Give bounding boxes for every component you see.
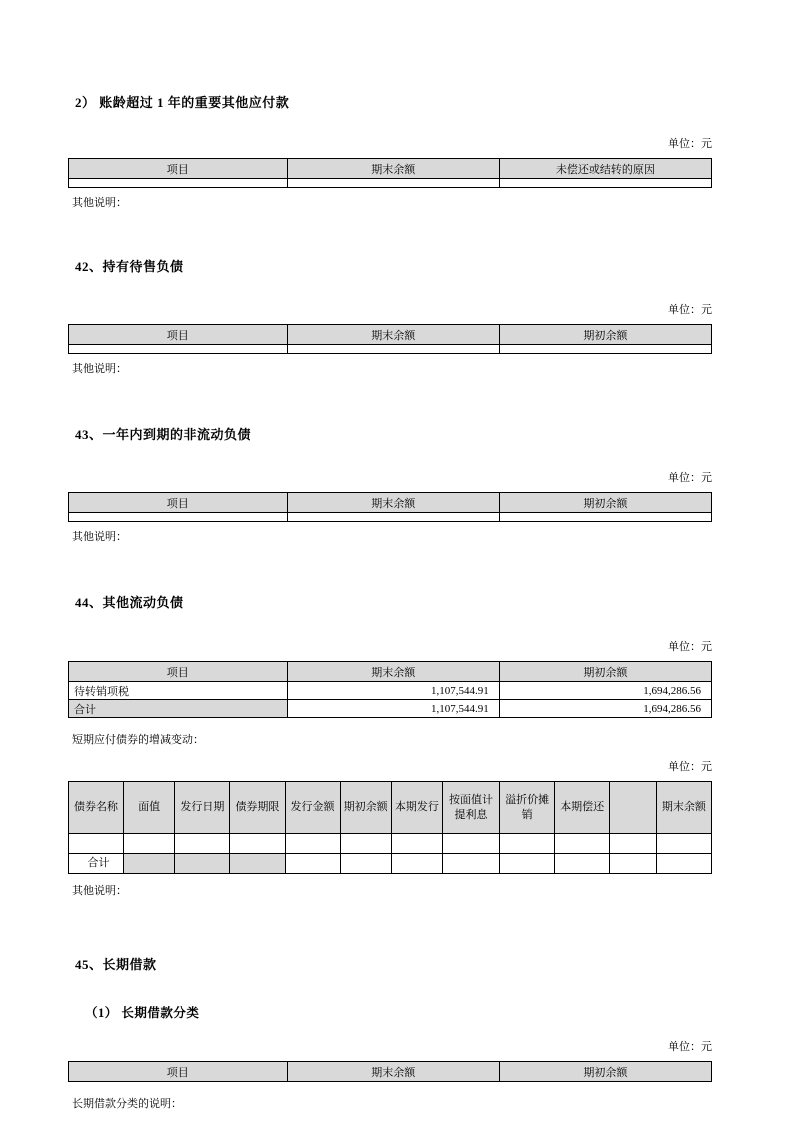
col-header-ending-balance: 期末余额 <box>287 325 499 345</box>
col-header-current-issue: 本期发行 <box>391 782 442 834</box>
empty-cell <box>391 854 442 874</box>
long-term-borrowings-table <box>68 1061 712 1082</box>
empty-cell <box>340 834 391 854</box>
other-note-label: 其他说明： <box>72 531 127 543</box>
empty-cell <box>287 345 499 354</box>
empty-cell <box>285 854 340 874</box>
col-header-beginning-balance: 期初余额 <box>499 1062 711 1082</box>
table-row <box>69 682 712 700</box>
table-row-total <box>69 854 712 874</box>
table-row-empty <box>69 834 712 854</box>
empty-cell <box>610 834 657 854</box>
unit-label: 单位：元 <box>668 138 712 150</box>
col-header-bond-name: 债券名称 <box>69 782 124 834</box>
col-header-beginning-balance: 期初余额 <box>499 493 711 513</box>
empty-cell <box>175 834 230 854</box>
other-current-liabilities-title: 44、其他流动负债 <box>75 595 184 610</box>
col-header-ending-balance: 期末余额 <box>287 1062 499 1082</box>
long-term-borrowings-title: 45、长期借款 <box>75 957 157 972</box>
col-header-beginning-balance: 期初余额 <box>499 325 711 345</box>
short-term-bond-table <box>68 781 712 874</box>
col-header-current-repayment: 本期偿还 <box>555 782 610 834</box>
empty-cell <box>69 179 288 188</box>
other-current-liabilities-table <box>68 661 712 718</box>
col-header-item: 项目 <box>69 662 288 682</box>
unit-label: 单位：元 <box>668 304 712 316</box>
empty-cell <box>124 834 175 854</box>
empty-cell <box>287 179 499 188</box>
empty-cell <box>442 854 499 874</box>
empty-cell <box>656 854 711 874</box>
empty-cell <box>230 834 285 854</box>
col-header-item: 项目 <box>69 159 288 179</box>
empty-cell <box>656 834 711 854</box>
col-header-interest-at-face: 按面值计提利息 <box>442 782 499 834</box>
row-beginning-balance: 1,694,286.56 <box>499 682 711 700</box>
empty-cell <box>285 834 340 854</box>
other-note-label: 其他说明： <box>72 197 127 209</box>
row-ending-balance: 1,107,544.91 <box>287 682 499 700</box>
empty-cell <box>555 854 610 874</box>
unit-label: 单位：元 <box>668 1041 712 1053</box>
col-header-unpaid-reason: 未偿还或结转的原因 <box>499 159 711 179</box>
bond-movement-caption: 短期应付债券的增减变动： <box>72 734 204 746</box>
col-header-issue-amount: 发行金额 <box>285 782 340 834</box>
empty-cell <box>499 513 711 522</box>
col-header-item: 项目 <box>69 493 288 513</box>
empty-cell <box>442 834 499 854</box>
col-header-premium-amortization: 溢折价摊销 <box>500 782 555 834</box>
col-header-beginning-balance: 期初余额 <box>340 782 391 834</box>
col-header-beginning-balance: 期初余额 <box>499 662 711 682</box>
other-note-label: 其他说明： <box>72 885 127 897</box>
held-for-sale-liabilities-title: 42、持有待售负债 <box>75 259 184 274</box>
col-header-ending-balance: 期末余额 <box>287 493 499 513</box>
col-header-ending-balance: 期末余额 <box>287 159 499 179</box>
total-ending-balance: 1,107,544.91 <box>287 700 499 718</box>
unit-label: 单位：元 <box>668 641 712 653</box>
table-row-total <box>69 700 712 718</box>
empty-cell <box>500 834 555 854</box>
empty-cell <box>555 834 610 854</box>
col-header-item: 项目 <box>69 1062 288 1082</box>
classification-note-label: 长期借款分类的说明： <box>72 1098 182 1110</box>
na-cell <box>124 854 175 874</box>
total-beginning-balance: 1,694,286.56 <box>499 700 711 718</box>
due-within-one-year-table <box>68 492 712 522</box>
empty-cell <box>500 854 555 874</box>
empty-cell <box>287 513 499 522</box>
empty-cell <box>69 834 124 854</box>
col-header-face-value: 面值 <box>124 782 175 834</box>
total-label: 合计 <box>69 700 288 718</box>
aged-other-payables-table <box>68 158 712 188</box>
empty-cell <box>391 834 442 854</box>
col-header-issue-date: 发行日期 <box>175 782 230 834</box>
empty-cell <box>340 854 391 874</box>
col-header-bond-term: 债券期限 <box>230 782 285 834</box>
total-label: 合计 <box>69 854 124 874</box>
due-within-one-year-title: 43、一年内到期的非流动负债 <box>75 427 252 442</box>
empty-cell <box>499 345 711 354</box>
na-cell <box>230 854 285 874</box>
row-item-name: 待转销项税 <box>69 682 288 700</box>
unit-label: 单位：元 <box>668 472 712 484</box>
empty-cell <box>610 854 657 874</box>
empty-cell <box>69 513 288 522</box>
held-for-sale-liabilities-table <box>68 324 712 354</box>
na-cell <box>175 854 230 874</box>
col-header-item: 项目 <box>69 325 288 345</box>
unit-label: 单位：元 <box>668 761 712 773</box>
other-note-label: 其他说明： <box>72 363 127 375</box>
col-header-ending-balance: 期末余额 <box>287 662 499 682</box>
col-header-blank <box>610 782 657 834</box>
aged-other-payables-title: 2） 账龄超过 1 年的重要其他应付款 <box>75 95 290 110</box>
empty-cell <box>69 345 288 354</box>
long-term-borrowings-subtitle: （1） 长期借款分类 <box>85 1006 200 1020</box>
col-header-ending-balance: 期末余额 <box>656 782 711 834</box>
empty-cell <box>499 179 711 188</box>
